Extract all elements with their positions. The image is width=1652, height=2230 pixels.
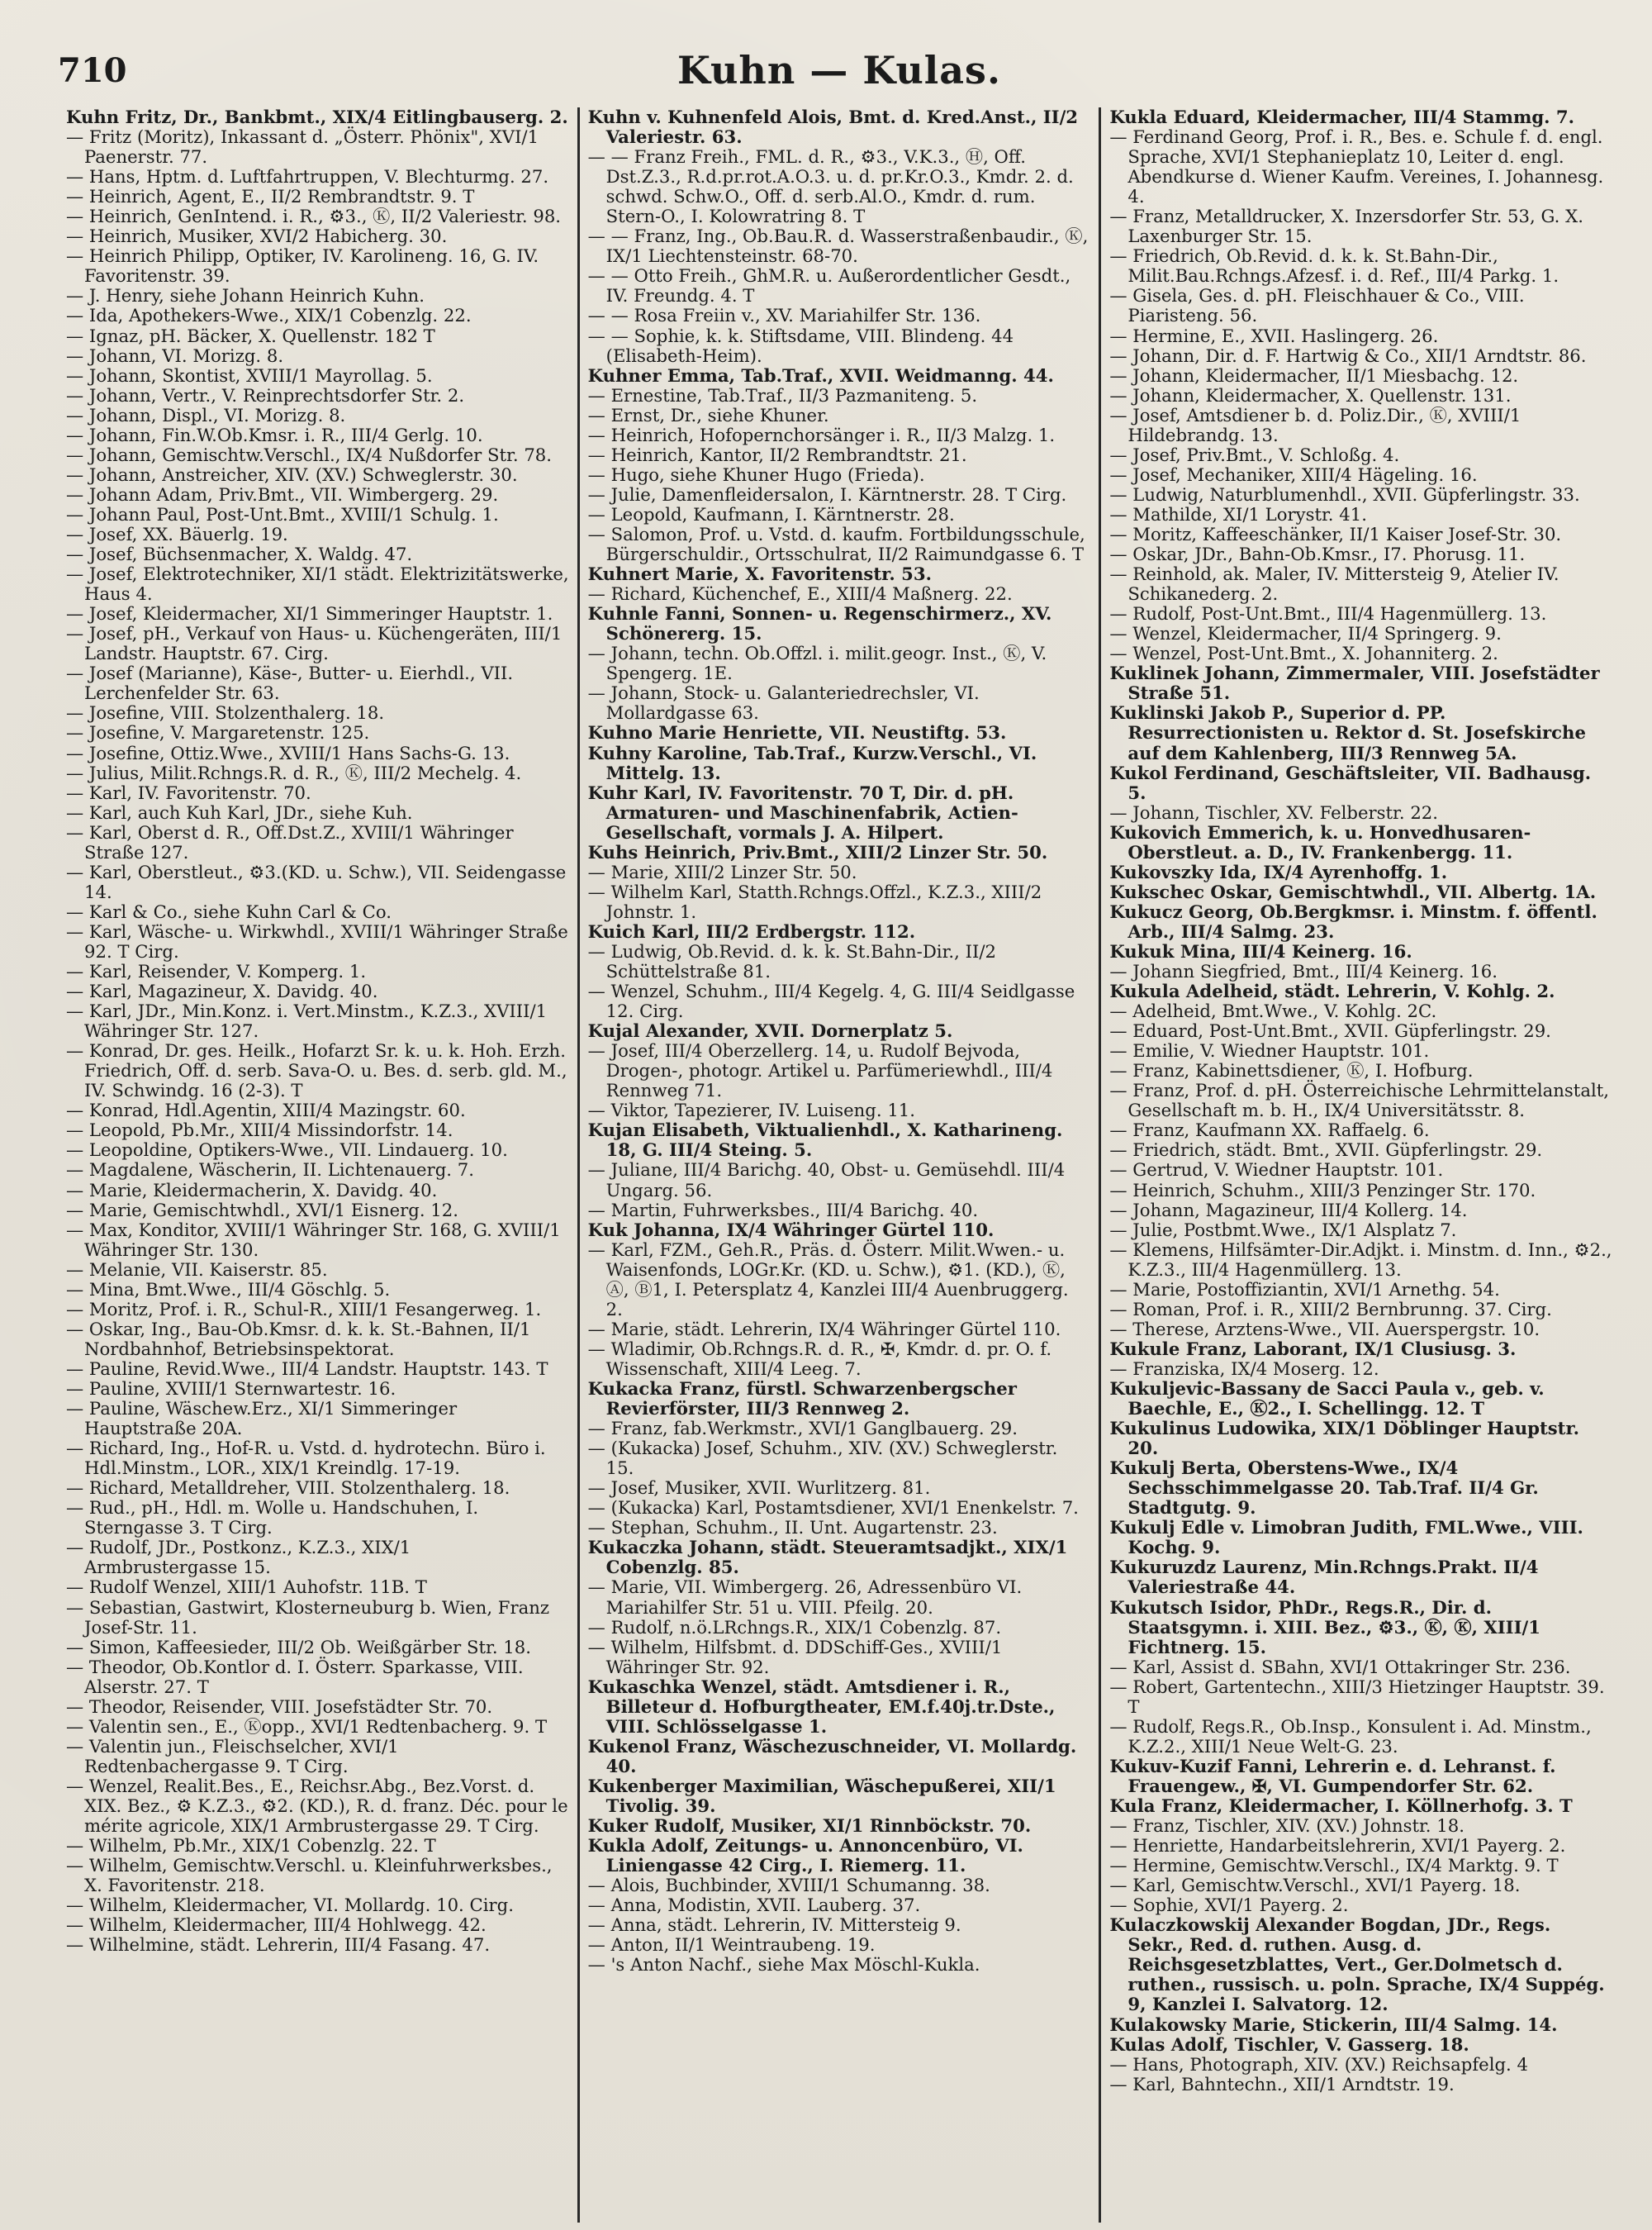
directory-entry: Kukuk Mina, III/4 Keinerg. 16. [1109,940,1412,962]
directory-entry: Kukula Adelheid, städt. Lehrerin, V. Kohlg. 2. [1109,981,1555,1002]
running-head: Kuhn — Kulas. [677,48,1001,93]
directory-entry: — Konrad, Hdl.Agentin, XIII/4 Mazingstr. 60. [66,1100,466,1121]
directory-entry: — Wilhelm Karl, Statth.Rchngs.Offzl., K.Z.3., XIII/2 Johnstr. 1. [587,881,1042,922]
directory-entry: — Alois, Buchbinder, XVIII/1 Schumanng. 38. [587,1875,990,1896]
directory-entry: Kukacka Franz, fürstl. Schwarzenbergscher Revierförster, III/3 Rennweg 2. [587,1378,1017,1419]
directory-entry: Kukla Eduard, Kleidermacher, III/4 Stammg. 7. [1109,107,1575,127]
directory-entry: — Josef, XX. Bäuerlg. 19. [66,523,288,544]
directory-entry: — Richard, Küchenchef, E., XIII/4 Maßnerg. 22. [587,583,1013,605]
directory-entry: — Karl, auch Kuh Karl, JDr., siehe Kuh. [66,801,413,823]
directory-entry: — 's Anton Nachf., siehe Max Möschl-Kukla. [587,1954,980,1976]
directory-entry: — Pauline, Revid.Wwe., III/4 Landstr. Hauptstr. 143. T [66,1357,548,1379]
directory-entry: Kulas Adolf, Tischler, V. Gasserg. 18. [1109,2033,1469,2055]
directory-entry: — Richard, Ing., Hof-R. u. Vstd. d. hydrotechn. Büro i. Hdl.Minstm., LOR., XIX/1 Kreindlg. 17-19. [66,1438,546,1479]
directory-entry: — — Sophie, k. k. Stiftsdame, VIII. Blindeng. 44 (Elisabeth-Heim). [587,325,1014,366]
directory-entry: — Anna, Modistin, XVII. Lauberg. 37. [587,1895,921,1916]
directory-entry: — Wenzel, Kleidermacher, II/4 Springerg. 9. [1109,623,1502,644]
directory-entry: — Josef, pH., Verkauf von Haus- u. Küchengeräten, III/1 Landstr. Hauptstr. 67. Cirg. [66,623,563,664]
directory-entry: — Johann, Dir. d. F. Hartwig & Co., XII/1 Arndtstr. 86. [1109,345,1587,366]
directory-entry: — Roman, Prof. i. R., XIII/2 Bernbrunng. 37. Cirg. [1109,1298,1552,1319]
directory-entry: — Karl, Oberstleut., ⚙3.(KD. u. Schw.), VII. Seidengasse 14. [66,861,567,902]
directory-entry: — Wilhelmine, städt. Lehrerin, III/4 Fasang. 47. [66,1934,491,1956]
directory-entry: — — Franz, Ing., Ob.Bau.R. d. Wasserstraßenbaudir., Ⓚ, IX/1 Liechtensteinstr. 68-70. [587,226,1089,267]
directory-entry: — Melanie, VII. Kaiserstr. 85. [66,1258,328,1280]
directory-entry: Kukschec Oskar, Gemischtwhdl., VII. Albertg. 1A. [1109,881,1597,902]
directory-entry: — Johann, Tischler, XV. Felberstr. 22. [1109,801,1439,823]
directory-entry: — Wenzel, Schuhm., III/4 Kegelg. 4, G. III/4 Seidlgasse 12. Cirg. [587,981,1075,1022]
directory-entry: — Heinrich, Schuhm., XIII/3 Penzinger Str. 170. [1109,1179,1536,1201]
directory-entry: Kukaschka Wenzel, städt. Amtsdiener i. R., Billeteur d. Hofburgtheater, EM.f.40j.tr.Dste., VIII. Schlösselgasse 1. [587,1676,1056,1737]
directory-entry: — Leopoldine, Optikers-Wwe., VII. Lindauerg. 10. [66,1139,508,1161]
directory-entry: — Karl, Oberst d. R., Off.Dst.Z., XVIII/1 Währinger Straße 127. [66,821,514,863]
directory-entry: — Heinrich, Hofopernchorsänger i. R., II/3 Malzg. 1. [587,424,1056,445]
directory-entry: — Viktor, Tapezierer, IV. Luiseng. 11. [587,1100,916,1121]
directory-entry: — Rudolf, JDr., Postkonz., K.Z.3., XIX/1 Armbrustergasse 15. [66,1537,411,1578]
directory-entry: — Anna, städt. Lehrerin, IV. Mittersteig 9. [587,1914,961,1936]
directory-entry: — Oskar, JDr., Bahn-Ob.Kmsr., I7. Phorusg. 11. [1109,544,1526,565]
directory-entry: — Marie, Kleidermacherin, X. Davidg. 40. [66,1179,438,1201]
directory-entry: — Fritz (Moritz), Inkassant d. „Österr. Phönix", XVI/1 Paenerstr. 77. [66,126,539,168]
directory-entry: — Franz, Kaufmann XX. Raffaelg. 6. [1109,1120,1430,1141]
directory-entry: Kuhn v. Kuhnenfeld Alois, Bmt. d. Kred.Anst., II/2 Valeriestr. 63. [587,107,1079,148]
directory-entry: — Johann, Displ., VI. Morizg. 8. [66,404,346,426]
directory-entry: — Hugo, siehe Khuner Hugo (Frieda). [587,464,925,485]
directory-entry: — Valentin sen., E., Ⓚopp., XVI/1 Redtenbacherg. 9. T [66,1715,548,1737]
directory-entry: — Heinrich, GenIntend. i. R., ⚙3., Ⓚ, II/2 Valeriestr. 98. [66,206,562,227]
directory-entry: — Wilhelm, Pb.Mr., XIX/1 Cobenzlg. 22. T [66,1835,436,1857]
directory-entry: — Ida, Apothekers-Wwe., XIX/1 Cobenzlg. 22. [66,305,472,326]
directory-entry: — Ernst, Dr., siehe Khuner. [587,404,829,426]
directory-entry: Kukuruzdz Laurenz, Min.Rchngs.Prakt. II/4 Valeriestraße 44. [1109,1557,1539,1598]
directory-entry: — Gertrud, V. Wiedner Hauptstr. 101. [1109,1159,1444,1181]
directory-entry: — — Franz Freih., FML. d. R., ⚙3., V.K.3., Ⓗ, Off. Dst.Z.3., R.d.pr.rot.A.O.3. u. d. pr.Kr.O.3., Kmdr. 2. d. schwd. Schw.O., Off. d. serb.Al.O., Kmdr. d. rum. Stern-O., I. Kolowratring 8. T [587,146,1074,227]
directory-entry: Kuhs Heinrich, Priv.Bmt., XIII/2 Linzer Str. 50. [587,841,1048,863]
directory-entry: Kukulj Edle v. Limobran Judith, FML.Wwe., VIII. Kochg. 9. [1109,1517,1583,1558]
directory-entry: Kulakowsky Marie, Stickerin, III/4 Salmg. 14. [1109,2014,1558,2035]
directory-entry: Kukovszky Ida, IX/4 Ayrenhoffg. 1. [1109,861,1448,882]
directory-entry: — Leopold, Kaufmann, I. Kärntnerstr. 28. [587,503,955,525]
directory-entry: — Josef, Musiker, XVII. Wurlitzerg. 81. [587,1477,931,1499]
directory-entry: Kuhr Karl, IV. Favoritenstr. 70 T, Dir. d. pH. Armaturen- und Maschinenfabrik, Actien-Gesellschaft, vormals J. A. Hilpert. [587,782,1018,843]
directory-entry: — Anton, II/1 Weintraubeng. 19. [587,1934,876,1956]
directory-entry: — Rud., pH., Hdl. m. Wolle u. Handschuhen, I. Sterngasse 3. T Cirg. [66,1497,479,1538]
directory-entry: — Franz, Metalldrucker, X. Inzersdorfer Str. 53, G. X. Laxenburger Str. 15. [1109,206,1583,247]
directory-entry: — Heinrich, Kantor, II/2 Rembrandtstr. 21. [587,444,967,465]
directory-entry: — Franz, fab.Werkmstr., XVI/1 Ganglbauerg. 29. [587,1418,1018,1439]
directory-entry: Kukol Ferdinand, Geschäftsleiter, VII. Badhausg. 5. [1109,762,1592,803]
directory-entry: Kuhny Karoline, Tab.Traf., Kurzw.Verschl., VI. Mittelg. 13. [587,742,1037,783]
directory-entry: — Pauline, XVIII/1 Sternwartestr. 16. [66,1378,396,1399]
directory-entry: — Johann Siegfried, Bmt., III/4 Keinerg. 16. [1109,961,1498,982]
directory-entry: — Theodor, Reisender, VIII. Josefstädter Str. 70. [66,1695,493,1717]
directory-entry: Kula Franz, Kleidermacher, I. Köllnerhofg. 3. T [1109,1795,1573,1816]
directory-entry: — Adelheid, Bmt.Wwe., V. Kohlg. 2C. [1109,1001,1437,1022]
directory-entry: — Martin, Fuhrwerksbes., III/4 Barichg. 40. [587,1199,979,1220]
directory-entry: — Rudolf Wenzel, XIII/1 Auhofstr. 11B. T [66,1576,427,1598]
directory-entry: — Johann, Skontist, XVIII/1 Mayrollag. 5. [66,364,433,386]
directory-entry: — (Kukacka) Karl, Postamtsdiener, XVI/1 Enenkelstr. 7. [587,1497,1079,1519]
directory-entry: — Heinrich, Musiker, XVI/2 Habicherg. 30. [66,226,448,247]
directory-entry: — Wilhelm, Kleidermacher, III/4 Hohlwegg. 42. [66,1914,487,1936]
directory-entry: — Reinhold, ak. Maler, IV. Mittersteig 9, Atelier IV. Schikanederg. 2. [1109,563,1559,605]
directory-entry: — Wilhelm, Gemischtw.Verschl. u. Kleinfuhrwerksbes., X. Favoritenstr. 218. [66,1855,553,1896]
directory-entry: — Wilhelm, Kleidermacher, VI. Mollardg. 10. Cirg. [66,1895,514,1916]
directory-entry: — Friedrich, städt. Bmt., XVII. Güpferlingstr. 29. [1109,1139,1543,1161]
directory-entry: — Johann, VI. Morizg. 8. [66,345,284,366]
directory-entry: — Wenzel, Post-Unt.Bmt., X. Johanniterg. 2. [1109,643,1498,664]
directory-entry: — Franziska, IX/4 Moserg. 12. [1109,1357,1379,1379]
directory-entry: Kukuv-Kuzif Fanni, Lehrerin e. d. Lehranst. f. Frauengew., ✠, VI. Gumpendorfer Str. 62. [1109,1755,1556,1796]
directory-entry: — Josef, Amtsdiener b. d. Poliz.Dir., Ⓚ, XVIII/1 Hildebrandg. 13. [1109,404,1521,445]
directory-entry: — Rudolf, Post-Unt.Bmt., III/4 Hagenmüllerg. 13. [1109,603,1547,625]
directory-entry: — Hans, Photograph, XIV. (XV.) Reichsapfelg. 4 [1109,2053,1529,2075]
directory-entry: Kuker Rudolf, Musiker, XI/1 Rinnböckstr. 70. [587,1815,1032,1837]
directory-entry: — Marie, VII. Wimbergerg. 26, Adressenbüro VI. Mariahilfer Str. 51 u. VIII. Pfeilg. 20. [587,1576,1023,1618]
directory-entry: — Julie, Postbmt.Wwe., IX/1 Alsplatz 7. [1109,1219,1457,1240]
directory-entry: — Johann, Magazineur, III/4 Kollerg. 14. [1109,1199,1468,1220]
directory-entry: — Hermine, E., XVII. Haslingerg. 26. [1109,325,1439,346]
directory-entry: Kukaczka Johann, städt. Steueramtsadjkt., XIX/1 Cobenzlg. 85. [587,1537,1068,1578]
directory-entry: — Franz, Tischler, XIV. (XV.) Johnstr. 18. [1109,1815,1464,1837]
directory-entry: — Klemens, Hilfsämter-Dir.Adjkt. i. Minstm. d. Inn., ⚙2., K.Z.3., III/4 Hagenmüllerg. 13. [1109,1239,1612,1280]
directory-entry: Kujal Alexander, XVII. Dornerplatz 5. [587,1020,953,1042]
directory-entry: — Wenzel, Realit.Bes., E., Reichsr.Abg., Bez.Vorst. d. XIX. Bez., ⚙ K.Z.3., ⚙2. (KD.), R. d. franz. Déc. pour le mérite agricole, XIX/1 Armbrustergasse 29. T Cirg. [66,1775,568,1837]
directory-entry: Kuk Johanna, IX/4 Währinger Gürtel 110. [587,1219,995,1240]
directory-entry: — Henriette, Handarbeitslehrerin, XVI/1 Payerg. 2. [1109,1835,1566,1857]
directory-entry: — Sebastian, Gastwirt, Klosterneuburg b. Wien, Franz Josef-Str. 11. [66,1596,550,1638]
directory-entry: — Heinrich Philipp, Optiker, IV. Karolineng. 16, G. IV. Favoritenstr. 39. [66,245,539,287]
directory-entry: Kuhnert Marie, X. Favoritenstr. 53. [587,563,932,585]
directory-entry: — (Kukacka) Josef, Schuhm., XIV. (XV.) Schweglerstr. 15. [587,1438,1058,1479]
directory-entry: — Karl, Gemischtw.Verschl., XVI/1 Payerg. 18. [1109,1875,1521,1896]
directory-entry: — Ernestine, Tab.Traf., II/3 Pazmaniteng. 5. [587,384,978,406]
directory-entry: Kuhner Emma, Tab.Traf., XVII. Weidmanng. 44. [587,364,1054,386]
directory-entry: — Marie, Postoffiziantin, XVI/1 Arnethg. 54. [1109,1278,1500,1300]
directory-entry: — Josefine, VIII. Stolzenthalerg. 18. [66,702,385,724]
directory-entry: — Leopold, Pb.Mr., XIII/4 Missindorfstr. 14. [66,1120,453,1141]
directory-entry: — Johann, Stock- u. Galanteriedrechsler, VI. Mollardgasse 63. [587,682,980,724]
directory-entry: — Josef, Mechaniker, XIII/4 Hägeling. 16. [1109,464,1478,485]
directory-entry: — Johann, Gemischtw.Verschl., IX/4 Nußdorfer Str. 78. [66,444,553,465]
directory-entry: — Ludwig, Naturblumenhdl., XVII. Güpferlingstr. 33. [1109,483,1580,505]
directory-entry: — Mina, Bmt.Wwe., III/4 Göschlg. 5. [66,1278,391,1300]
directory-entry: — — Rosa Freiin v., XV. Mariahilfer Str. 136. [587,305,981,326]
directory-entry: — Therese, Arztens-Wwe., VII. Auerspergstr. 10. [1109,1318,1540,1339]
directory-entry: — Marie, XIII/2 Linzer Str. 50. [587,861,857,882]
directory-entry: — Marie, städt. Lehrerin, IX/4 Währinger Gürtel 110. [587,1318,1061,1339]
directory-entry: — Josef, Büchsenmacher, X. Waldg. 47. [66,544,413,565]
column-3 [1101,107,1621,2223]
directory-entry: — Julius, Milit.Rchngs.R. d. R., Ⓚ, III/2 Mechelg. 4. [66,762,522,783]
directory-entry: — Johann, Anstreicher, XIV. (XV.) Schweglerstr. 30. [66,464,518,485]
directory-entry: Kuhno Marie Henriette, VII. Neustiftg. 53. [587,722,1007,744]
directory-entry: — Franz, Kabinettsdiener, Ⓚ, I. Hofburg. [1109,1060,1474,1082]
directory-entry: — Hans, Hptm. d. Luftfahrtruppen, V. Blechturmg. 27. [66,166,549,188]
directory-entry: — Magdalene, Wäscherin, II. Lichtenauerg. 7. [66,1159,474,1181]
directory-entry: — Ferdinand Georg, Prof. i. R., Bes. e. Schule f. d. engl. Sprache, XVI/1 Stephanieplatz 10, Leiter d. engl. Abendkurse d. Wiener Kaufm. Vereines, I. Johannesg. 4. [1109,126,1604,207]
page-header [58,48,1621,107]
directory-entry: — Josef, Priv.Bmt., V. Schloßg. 4. [1109,444,1400,465]
directory-entry: — Hermine, Gemischtw.Verschl., IX/4 Marktg. 9. T [1109,1855,1559,1876]
directory-entry: — J. Henry, siehe Johann Heinrich Kuhn. [66,285,425,307]
directory-entry: Kukule Franz, Laborant, IX/1 Clusiusg. 3. [1109,1338,1517,1359]
directory-entry: — Rudolf, n.ö.LRchngs.R., XIX/1 Cobenzlg. 87. [587,1616,1002,1638]
directory-entry: — Pauline, Wäschew.Erz., XI/1 Simmeringer Hauptstraße 20A. [66,1398,458,1439]
directory-entry: Kukenberger Maximilian, Wäschepußerei, XII/1 Tivolig. 39. [587,1775,1056,1816]
directory-entry: — Johann Adam, Priv.Bmt., VII. Wimbergerg. 29. [66,483,499,505]
directory-entry: Kukutsch Isidor, PhDr., Regs.R., Dir. d. Staatsgymn. i. XIII. Bez., ⚙3., Ⓚ, Ⓚ, XIII/1 Fichtnerg. 15. [1109,1596,1540,1657]
directory-entry: Kukenol Franz, Wäschezuschneider, VI. Mollardg. 40. [587,1735,1077,1776]
directory-entry: Kukulj Berta, Oberstens-Wwe., IX/4 Sechsschimmelgasse 20. Tab.Traf. II/4 Gr. Stadtgutg. 9. [1109,1457,1539,1519]
directory-entry: — Ludwig, Ob.Revid. d. k. k. St.Bahn-Dir., II/2 Schüttelstraße 81. [587,940,996,982]
directory-entry: — Salomon, Prof. u. Vstd. d. kaufm. Fortbildungsschule, Bürgerschuldir., Ortsschulrat, II/2 Raimundgasse 6. T [587,523,1085,565]
directory-entry: Kuhn Fritz, Dr., Bankbmt., XIX/4 Eitlingbauserg. 2. [66,107,568,127]
directory-entry: Kukucz Georg, Ob.Bergkmsr. i. Minstm. f. öffentl. Arb., III/4 Salmg. 23. [1109,901,1597,942]
directory-entry: — Friedrich, Ob.Revid. d. k. k. St.Bahn-Dir., Milit.Bau.Rchngs.Afzesf. i. d. Ref., III/4 Parkg. 1. [1109,245,1559,287]
directory-entry: — Karl, Bahntechn., XII/1 Arndtstr. 19. [1109,2073,1455,2094]
directory-entry: — Karl, JDr., Min.Konz. i. Vert.Minstm., K.Z.3., XVIII/1 Währinger Str. 127. [66,1001,548,1042]
column-1 [58,107,580,2223]
directory-entry: — Richard, Metalldreher, VIII. Stolzenthalerg. 18. [66,1477,510,1499]
directory-entry: Kuich Karl, III/2 Erdbergstr. 112. [587,920,916,942]
directory-entry: Kukla Adolf, Zeitungs- u. Annoncenbüro, VI. Liniengasse 42 Cirg., I. Riemerg. 11. [587,1835,1023,1876]
directory-entry: — Theodor, Ob.Kontlor d. I. Österr. Sparkasse, VIII. Alserstr. 27. T [66,1656,524,1697]
column-2 [580,107,1102,2223]
directory-entry: — Juliane, III/4 Barichg. 40, Obst- u. Gemüsehdl. III/4 Ungarg. 56. [587,1159,1066,1201]
directory-entry: — Max, Konditor, XVIII/1 Währinger Str. 168, G. XVIII/1 Währinger Str. 130. [66,1219,561,1260]
directory-entry: Kuklinski Jakob P., Superior d. PP. Resurrectionisten u. Rektor d. St. Josefskirche auf dem Kahlenberg, III/3 Rennweg 5A. [1109,702,1586,763]
directory-entry: — Julie, Damenfleidersalon, I. Kärntnerstr. 28. T Cirg. [587,483,1067,505]
directory-entry: — Johann Paul, Post-Unt.Bmt., XVIII/1 Schulg. 1. [66,503,499,525]
directory-entry: — Moritz, Kaffeeschänker, II/1 Kaiser Josef-Str. 30. [1109,523,1562,544]
directory-entry: — Stephan, Schuhm., II. Unt. Augartenstr. 23. [587,1517,998,1538]
entry-columns [58,107,1621,2223]
directory-entry: — Simon, Kaffeesieder, III/2 Ob. Weißgärber Str. 18. [66,1636,531,1657]
directory-entry: — Mathilde, XI/1 Lorystr. 41. [1109,503,1367,525]
directory-entry: — Josef, Kleidermacher, XI/1 Simmeringer Hauptstr. 1. [66,603,553,625]
directory-entry: — Karl, Reisender, V. Komperg. 1. [66,961,367,982]
directory-entry: — Marie, Gemischtwhdl., XVI/1 Eisnerg. 12. [66,1199,458,1220]
directory-entry: — Eduard, Post-Unt.Bmt., XVII. Güpferlingstr. 29. [1109,1020,1551,1042]
directory-entry: — Moritz, Prof. i. R., Schul-R., XIII/1 Fesangerweg. 1. [66,1298,542,1319]
directory-entry: — Emilie, V. Wiedner Hauptstr. 101. [1109,1040,1430,1062]
directory-entry: — Ignaz, pH. Bäcker, X. Quellenstr. 182 T [66,325,435,346]
directory-entry: — Josefine, Ottiz.Wwe., XVIII/1 Hans Sachs-G. 13. [66,742,510,763]
directory-entry: — Johann, techn. Ob.Offzl. i. milit.geogr. Inst., Ⓚ, V. Spengerg. 1E. [587,643,1047,684]
directory-entry: — Rudolf, Regs.R., Ob.Insp., Konsulent i. Ad. Minstm., K.Z.2., XIII/1 Neue Welt-G. 23. [1109,1715,1592,1757]
directory-entry: — Karl, Magazineur, X. Davidg. 40. [66,981,378,1002]
page-number: 710 [58,51,127,90]
directory-entry: — Josefine, V. Margaretenstr. 125. [66,722,370,744]
directory-entry: — Karl, FZM., Geh.R., Präs. d. Österr. Milit.Wwen.- u. Waisenfonds, LOGr.Kr. (KD. u. Schw.), ⚙1. (KD.), Ⓚ, Ⓐ, Ⓑ1, I. Petersplatz 4, Kanzlei III/4 Auenbruggerg. 2. [587,1239,1069,1319]
directory-entry: — Konrad, Dr. ges. Heilk., Hofarzt Sr. k. u. k. Hoh. Erzh. Friedrich, Off. d. serb. Sava-O. u. Bes. d. serb. gld. M., IV. Schwindg. 16 (2-3). T [66,1040,567,1101]
directory-entry: Kujan Elisabeth, Viktualienhdl., X. Katharineng. 18, G. III/4 Steing. 5. [587,1120,1063,1161]
directory-entry: — Karl, Wäsche- u. Wirkwhdl., XVIII/1 Währinger Straße 92. T Cirg. [66,920,568,962]
directory-entry: — Robert, Gartentechn., XIII/3 Hietzinger Hauptstr. 39. T [1109,1676,1605,1717]
directory-entry: — Karl, IV. Favoritenstr. 70. [66,782,311,803]
directory-entry: — Josef (Marianne), Käse-, Butter- u. Eierhdl., VII. Lerchenfelder Str. 63. [66,663,514,704]
directory-entry: — Sophie, XVI/1 Payerg. 2. [1109,1895,1349,1916]
directory-entry: — Johann, Kleidermacher, II/1 Miesbachg. 12. [1109,364,1519,386]
directory-entry: — Valentin jun., Fleischselcher, XVI/1 Redtenbachergasse 9. T Cirg. [66,1735,399,1776]
directory-entry: — Josef, Elektrotechniker, XI/1 städt. Elektrizitätswerke, Haus 4. [66,563,569,605]
directory-entry: — Josef, III/4 Oberzellerg. 14, u. Rudolf Bejvoda, Drogen-, photogr. Artikel u. Parfümeriewhdl., III/4 Rennweg 71. [587,1040,1053,1101]
directory-entry: — Johann, Vertr., V. Reinprechtsdorfer Str. 2. [66,384,465,406]
directory-entry: — — Otto Freih., GhM.R. u. Außerordentlicher Gesdt., IV. Freundg. 4. T [587,265,1071,307]
directory-entry: — Johann, Fin.W.Ob.Kmsr. i. R., III/4 Gerlg. 10. [66,424,483,445]
directory-entry: Kukuljevic-Bassany de Sacci Paula v., geb. v. Baechle, E., Ⓚ2., I. Schellingg. 12. T [1109,1378,1545,1419]
directory-entry: Kuhnle Fanni, Sonnen- u. Regenschirmerz., XV. Schönererg. 15. [587,603,1052,644]
directory-entry: Kukulinus Ludowika, XIX/1 Döblinger Hauptstr. 20. [1109,1418,1580,1459]
directory-entry: — Wladimir, Ob.Rchngs.R. d. R., ✠, Kmdr. d. pr. O. f. Wissenschaft, XIII/4 Leeg. 7. [587,1338,1052,1379]
directory-entry: — Karl, Assist d. SBahn, XVI/1 Ottakringer Str. 236. [1109,1656,1571,1677]
directory-entry: Kukovich Emmerich, k. u. Honvedhusaren-Oberstleut. a. D., IV. Frankenbergg. 11. [1109,821,1531,863]
directory-entry: — Heinrich, Agent, E., II/2 Rembrandtstr. 9. T [66,186,475,207]
directory-entry: — Wilhelm, Hilfsbmt. d. DDSchiff-Ges., XVIII/1 Währinger Str. 92. [587,1636,1003,1677]
directory-entry: — Oskar, Ing., Bau-Ob.Kmsr. d. k. k. St.-Bahnen, II/1 Nordbahnhof, Betriebsinspektorat. [66,1318,531,1359]
directory-entry: — Franz, Prof. d. pH. Österreichische Lehrmittelanstalt, Gesellschaft m. b. H., IX/4 Universitätsstr. 8. [1109,1080,1609,1121]
directory-entry: — Johann, Kleidermacher, X. Quellenstr. 131. [1109,384,1512,406]
directory-entry: Kuklinek Johann, Zimmermaler, VIII. Josefstädter Straße 51. [1109,663,1600,704]
directory-entry: Kulaczkowskij Alexander Bogdan, JDr., Regs. Sekr., Red. d. ruthen. Ausg. d. Reichsgesetzblattes, Vert., Ger.Dolmetsch d. ruthen., russisch. u. poln. Sprache, IX/4 Suppég. 9, Kanzlei I. Salvatorg. 12. [1109,1914,1605,2015]
directory-entry: — Gisela, Ges. d. pH. Fleischhauer & Co., VIII. Piaristeng. 56. [1109,285,1525,326]
directory-entry: — Karl & Co., siehe Kuhn Carl & Co. [66,901,392,922]
